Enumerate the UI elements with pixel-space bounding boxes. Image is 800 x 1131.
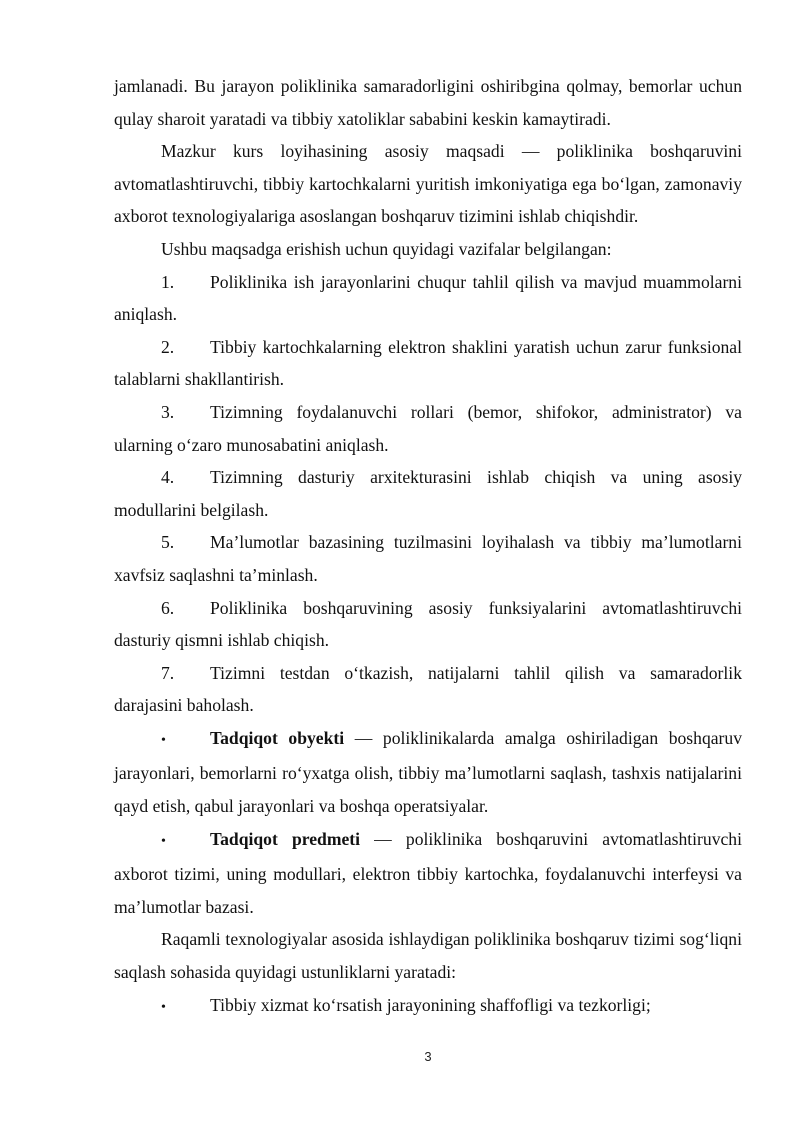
research-object-label: Tadqiqot obyekti bbox=[210, 727, 345, 748]
task-item-4 bbox=[114, 461, 742, 526]
task-text: Tibbiy kartochkalarning elektron shaklini yaratish uchun zarur funksional talablarni shakllantirish. bbox=[114, 336, 742, 390]
bullet-icon: • bbox=[161, 999, 166, 1015]
task-text: Tizimning foydalanuvchi rollari (bemor, shifokor, administrator) va ularning o‘zaro munosabatini aniqlash. bbox=[114, 401, 742, 455]
goal-paragraph: Mazkur kurs loyihasining asosiy maqsadi — poliklinika boshqaruvini avtomatlashtiruvchi, tibbiy kartochkalarni yuritish imkoniyatiga ega bo‘lgan, zamonaviy axborot texnologiyalariga asoslangan boshqaruv tizimini ishlab chiqishdir. bbox=[114, 141, 742, 227]
document-page bbox=[114, 70, 742, 1024]
task-item-5 bbox=[114, 526, 742, 591]
task-item-2 bbox=[114, 331, 742, 396]
advantages-intro-paragraph: Raqamli texnologiyalar asosida ishlaydigan poliklinika boshqaruv tizimi sog‘liqni saqlash sohasida quyidagi ustunliklarni yaratadi: bbox=[114, 929, 742, 983]
task-text: Poliklinika ish jarayonlarini chuqur tahlil qilish va mavjud muammolarni aniqlash. bbox=[114, 271, 742, 325]
bullet-icon: • bbox=[161, 833, 166, 849]
research-object-item bbox=[114, 722, 742, 823]
task-item-1 bbox=[114, 266, 742, 331]
advantage-text: Tibbiy xizmat ko‘rsatish jarayonining shaffofligi va tezkorligi; bbox=[210, 994, 651, 1015]
task-number: 2. bbox=[161, 336, 175, 357]
intro-continuation-paragraph: jamlanadi. Bu jarayon poliklinika samaradorligini oshiribgina qolmay, bemorlar uchun qulay sharoit yaratadi va tibbiy xatoliklar sababini keskin kamaytiradi. bbox=[114, 76, 742, 129]
task-number: 6. bbox=[161, 597, 175, 618]
task-number: 4. bbox=[161, 467, 175, 488]
page-number: 3 bbox=[424, 1049, 432, 1064]
tasks-intro-paragraph: Ushbu maqsadga erishish uchun quyidagi vazifalar belgilangan: bbox=[161, 238, 612, 259]
research-object-text: — poliklinikalarda amalga oshiriladigan boshqaruv jarayonlari, bemorlarni ro‘yxatga olish, tibbiy ma’lumotlarni saqlash, tashxis natijalarini qayd etish, qabul jarayonlari va boshqa operatsiyalar. bbox=[114, 727, 742, 817]
task-text: Poliklinika boshqaruvining asosiy funksiyalarini avtomatlashtiruvchi dasturiy qismni ishlab chiqish. bbox=[114, 597, 742, 651]
research-subject-item bbox=[114, 823, 742, 924]
task-text: Tizimning dasturiy arxitekturasini ishlab chiqish va uning asosiy modullarini belgilash. bbox=[114, 467, 742, 520]
task-number: 3. bbox=[161, 401, 175, 422]
task-number: 7. bbox=[161, 662, 175, 683]
task-item-6 bbox=[114, 592, 742, 657]
task-number: 5. bbox=[161, 532, 175, 553]
advantage-item bbox=[114, 989, 742, 1025]
bullet-icon: • bbox=[161, 732, 166, 748]
task-number: 1. bbox=[161, 271, 175, 292]
task-item-3 bbox=[114, 396, 742, 461]
research-subject-label: Tadqiqot predmeti bbox=[210, 828, 361, 849]
research-subject-text: — poliklinika boshqaruvini avtomatlashtiruvchi axborot tizimi, uning modullari, elektron tibbiy kartochka, foydalanuvchi interfeysi va ma’lumotlar bazasi. bbox=[114, 828, 742, 917]
task-text: Tizimni testdan o‘tkazish, natijalarni tahlil qilish va samaradorlik darajasini baholash. bbox=[114, 662, 742, 716]
task-text: Ma’lumotlar bazasining tuzilmasini loyihalash va tibbiy ma’lumotlarni xavfsiz saqlashni ta’minlash. bbox=[114, 532, 742, 585]
task-item-7 bbox=[114, 657, 742, 722]
